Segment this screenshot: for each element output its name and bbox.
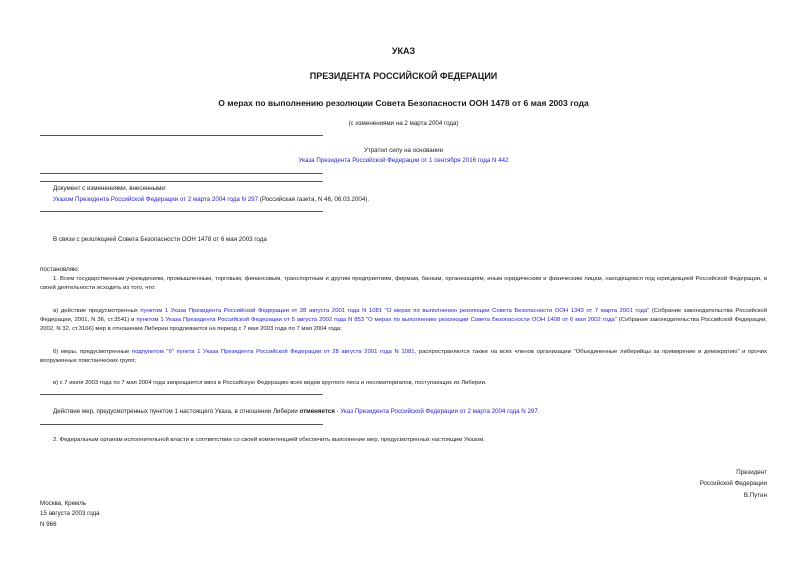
changes-label: Документ с изменениями, внесенными: (53, 185, 167, 192)
cancellation-note: Действие мер, предусмотренных пунктом 1 настоящего Указа, в отношении Либерии отменяется - Указ Президента Российской Федерации от 2 марта 2004 года N 297. (53, 408, 540, 415)
subparagraph-a-link-1[interactable]: пунктом 1 Указа Президента Российской Федерации от 28 августа 2001 года N 1081 "О мерах по выполнению резолюции Совета Безопасности ООН 1343 от 7 марта 2001 года" (140, 308, 650, 314)
divider (40, 394, 323, 395)
subparagraph-c: в) с 7 июля 2003 года по 7 мая 2004 года запрещается ввоз в Российскую Федерацию всех видов круглого леса и лесоматериалов, поступающих из Либерии. (53, 380, 487, 386)
divider (40, 424, 323, 425)
paragraph-2: 2. Федеральным органам исполнительной власти в соответствии со своей компетенцией обеспечить выполнение мер, предусмотренных настоящим Указом. (53, 437, 485, 443)
signature-name: В.Путин (743, 491, 767, 499)
changes-line (53, 195, 369, 204)
document-subtitle: ПРЕЗИДЕНТА РОССИЙСКОЙ ФЕДЕРАЦИИ (309, 71, 498, 81)
subparagraph-a: а) действие предусмотренных пунктом 1 Указа Президента Российской Федерации от 28 августа 2001 года N 1081 "О мерах по выполнению резолюции Совета Безопасности ООН 1343 от 7 марта 2001 года" (Собрание законодательства Российской Федерации, 2001, N 36, ст.3541) и пунктом 1 Указа Президента Российской Федерации от 5 августа 2002 года N 853 "О мерах по выполнению резолюции Совета Безопасности ООН 1408 от 6 мая 2002 года" (Собрание законодательства Российской Федерации, 2002, N 32, ст.3166) мер в отношении Либерии продлевается на период с 7 мая 2003 года по 7 мая 2004 года; (40, 308, 767, 332)
subparagraph-a-link-2[interactable]: пунктом 1 Указа Президента Российской Федерации от 5 августа 2002 года N 853 "О мерах по выполнению резолюции Совета Безопасности ООН 1408 от 6 мая 2002 года" (136, 317, 617, 323)
signature-position: Президент (736, 469, 767, 476)
amendments-note: (с изменениями на 2 марта 2004 года) (348, 120, 459, 127)
signature (700, 468, 767, 500)
footer (40, 499, 100, 529)
divider (40, 211, 323, 212)
document-title: УКАЗ (391, 46, 416, 56)
preamble: В связи с резолюцией Совета Безопасности ООН 1478 от 6 мая 2003 года (53, 236, 267, 243)
changes-link[interactable]: Указом Президента Российской Федерации от 2 марта 2004 года N 297 (53, 196, 259, 203)
place: Москва, Кремль (40, 500, 87, 507)
repeal-link[interactable]: Указа Президента Российской Федерации от 1 сентября 2016 года N 442 (298, 157, 509, 164)
signature-country: Российской Федерации (699, 480, 767, 488)
changes-source: (Российская газета, N 46, 06.03.2004). (258, 196, 370, 203)
decree-word: постановляю: (40, 266, 80, 273)
decree-number: N 966 (40, 520, 57, 528)
document-heading: О мерах по выполнению резолюции Совета Безопасности ООН 1478 от 6 мая 2003 года (218, 98, 589, 108)
date: 15 августа 2003 года (40, 510, 100, 518)
cancellation-link[interactable]: Указ Президента Российской Федерации от 2 марта 2004 года N 297 (340, 408, 538, 415)
subparagraph-b-link[interactable]: подпунктом "б" пункта 1 Указа Президента Российской Федерации от 28 августа 2001 года N 1081 (132, 349, 415, 355)
subparagraph-b: б) меры, предусмотренные подпунктом "б" пункта 1 Указа Президента Российской Федерации от 28 августа 2001 года N 1081, распространяются также на всех членов организации "Объединенные либерийцы за примирение и демократию" и прочих вооруженных повстанческих групп; (40, 349, 767, 364)
paragraph-1: 1. Всем государственным учреждениям, промышленным, торговым, финансовым, транспортным и другим предприятиям, фирмам, банкам, организациям, иным юридическим и физическим лицам, находящимся под юрисдикцией Российской Федерации, в своей деятельности исходить из того, что: (40, 276, 767, 291)
divider (40, 173, 323, 174)
repeal-text: Утратил силу на основании (363, 147, 444, 154)
divider (40, 135, 323, 136)
divider (40, 181, 323, 182)
